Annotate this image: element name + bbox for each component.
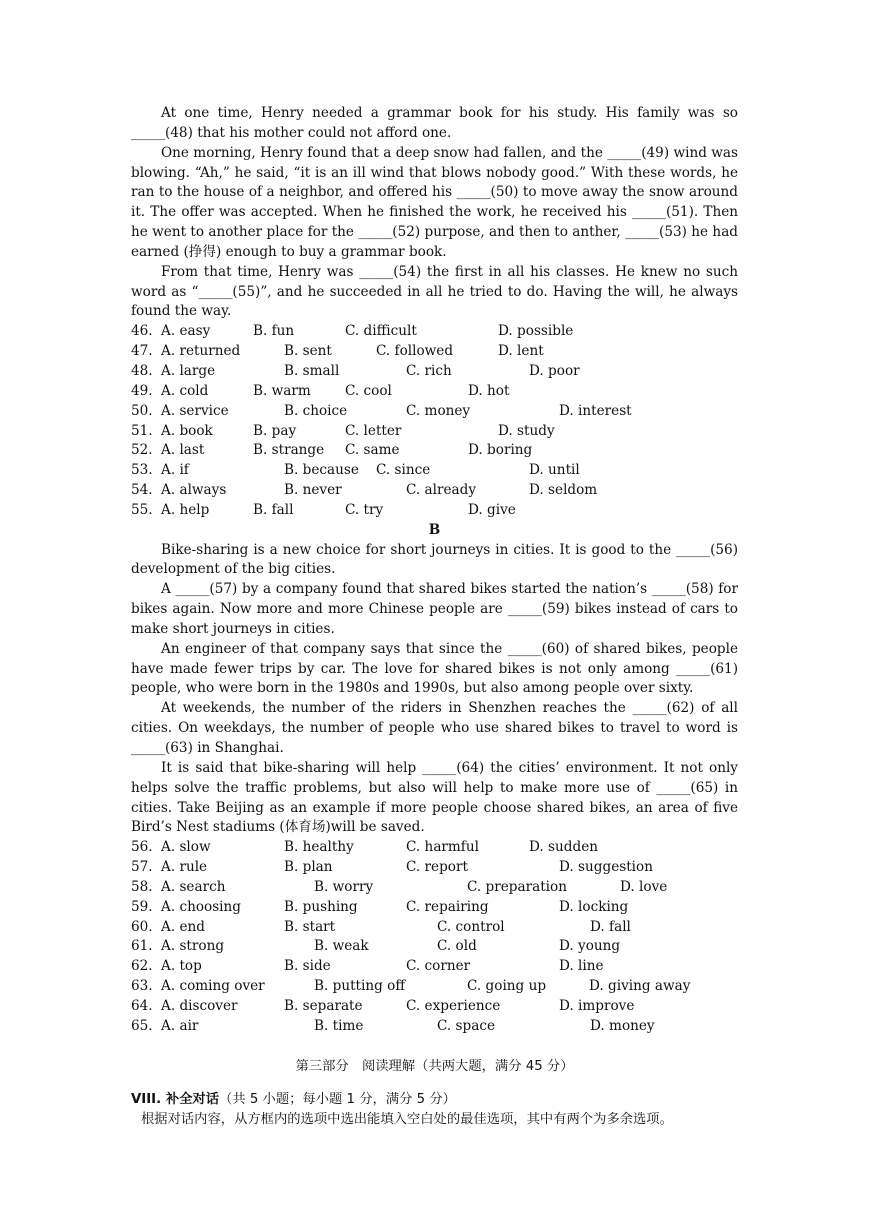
option-c: C. already — [406, 482, 477, 499]
option-d: D. possible — [498, 323, 574, 340]
option-d: D. interest — [559, 402, 632, 419]
option-d: D. fall — [590, 918, 631, 935]
option-a: A. last — [161, 442, 205, 459]
part-title: 第三部分 阅读理解（共两大题，满分 45 分） — [295, 1058, 574, 1074]
question-number: 48. — [131, 362, 153, 379]
option-c: C. cool — [345, 382, 392, 399]
option-d: D. line — [559, 958, 604, 975]
option-a: A. strong — [161, 938, 225, 955]
option-d: D. improve — [559, 997, 635, 1014]
option-d: D. lent — [498, 343, 544, 360]
passage-a-paragraph-1: At one time, Henry needed a grammar book for his study. His family was so _____(48) that his mother could not afford one. — [131, 105, 738, 141]
question-number: 62. — [131, 958, 153, 975]
question-number: 46. — [131, 323, 153, 340]
option-a: A. search — [161, 878, 226, 895]
option-row — [131, 977, 738, 997]
option-c: C. going up — [467, 978, 547, 995]
option-c: C. try — [345, 501, 384, 518]
question-number: 61. — [131, 938, 153, 955]
option-a: A. returned — [161, 343, 241, 360]
passage-b-paragraph-1: Bike-sharing is a new choice for short journeys in cities. It is good to the _____(56) development of the big cities. — [131, 541, 738, 578]
option-d: D. love — [620, 878, 668, 895]
option-c: C. harmful — [406, 839, 479, 856]
option-b: B. warm — [253, 382, 311, 399]
option-c: C. report — [406, 859, 468, 876]
question-number: 52. — [131, 442, 153, 459]
passage-a-options — [131, 322, 738, 520]
option-a: A. end — [161, 918, 205, 935]
option-b: B. choice — [284, 402, 348, 419]
option-d: D. until — [529, 462, 580, 479]
option-row — [131, 878, 738, 898]
question-number: 56. — [131, 839, 153, 856]
option-a: A. large — [161, 362, 216, 379]
question-number: 64. — [131, 997, 153, 1014]
option-c: C. repairing — [406, 898, 489, 915]
option-b: B. separate — [284, 997, 363, 1014]
question-number: 51. — [131, 422, 153, 439]
option-c: C. followed — [376, 343, 454, 360]
question-number: 59. — [131, 898, 153, 915]
section-heading — [131, 1090, 738, 1110]
option-a: A. always — [161, 482, 227, 499]
passage-a-paragraph-3: From that time, Henry was _____(54) the first in all his classes. He knew no such word as “_____(55)”, and he succeeded in all he tried to do. Having the will, he always found the way. — [131, 263, 738, 320]
option-a: A. help — [161, 501, 210, 518]
question-number: 50. — [131, 402, 153, 419]
option-d: D. poor — [529, 362, 580, 379]
option-a: A. discover — [161, 997, 238, 1014]
option-row — [131, 382, 738, 402]
question-number: 49. — [131, 382, 153, 399]
option-b: B. side — [284, 958, 331, 975]
option-a: A. top — [161, 958, 202, 975]
passage-b-paragraph-4: At weekends, the number of the riders in Shenzhen reaches the _____(62) of all cities. On weekdays, the number of people who use shared bikes to travel to word is _____(63) in Shanghai. — [131, 700, 738, 756]
option-row — [131, 402, 738, 422]
option-b: B. plan — [284, 859, 333, 876]
option-c: C. experience — [406, 997, 501, 1014]
option-row — [131, 481, 738, 501]
option-c: C. money — [406, 402, 471, 419]
option-b: B. pay — [253, 422, 297, 439]
question-number: 54. — [131, 482, 153, 499]
option-d: D. seldom — [529, 482, 598, 499]
option-d: D. money — [590, 1017, 655, 1034]
option-row — [131, 1017, 738, 1037]
option-c: C. old — [437, 938, 477, 955]
option-d: D. give — [468, 501, 516, 518]
option-b: B. worry — [314, 878, 374, 895]
passage-b-paragraph-2: A _____(57) by a company found that shared bikes started the nation’s _____(58) for bikes again. Now more and more Chinese people are _____(59) bikes instead of cars to make short journeys in cities. — [131, 581, 738, 637]
question-number: 53. — [131, 462, 153, 479]
option-row — [131, 441, 738, 461]
option-b: B. putting off — [314, 978, 405, 995]
option-d: D. boring — [468, 442, 533, 459]
option-c: C. difficult — [345, 323, 417, 340]
section-detail: （共 5 小题；每小题 1 分，满分 5 分） — [219, 1091, 456, 1107]
option-a: A. service — [161, 402, 229, 419]
question-number: 55. — [131, 501, 153, 518]
option-b: B. time — [314, 1017, 364, 1034]
option-a: A. choosing — [161, 898, 241, 915]
option-c: C. rich — [406, 362, 452, 379]
option-a: A. air — [161, 1017, 199, 1034]
question-number: 60. — [131, 918, 153, 935]
option-b: B. start — [284, 918, 336, 935]
option-b: B. fall — [253, 501, 294, 518]
option-b: B. small — [284, 362, 340, 379]
passage-b-options — [131, 838, 738, 1036]
option-row — [131, 918, 738, 938]
option-a: A. book — [161, 422, 213, 439]
option-c: C. since — [376, 462, 431, 479]
option-b: B. sent — [284, 343, 332, 360]
question-number: 65. — [131, 1017, 153, 1034]
question-number: 57. — [131, 859, 153, 876]
option-row — [131, 362, 738, 382]
option-a: A. rule — [161, 859, 208, 876]
option-c: C. letter — [345, 422, 402, 439]
passage-b-paragraph-3: An engineer of that company says that since the _____(60) of shared bikes, people have made fewer trips by car. The love for shared bikes is not only among _____(61) people, who were born in the 1980s and 1990s, but also among people over sixty. — [131, 640, 738, 697]
option-a: A. if — [161, 462, 189, 479]
option-c: C. control — [437, 918, 505, 935]
option-row — [131, 461, 738, 481]
option-d: D. sudden — [529, 839, 598, 856]
option-d: D. hot — [468, 382, 510, 399]
section-instruction: 根据对话内容，从方框内的选项中选出能填入空白处的最佳选项，其中有两个为多余选项。 — [141, 1111, 673, 1127]
section-label: VIII. 补全对话 — [131, 1091, 220, 1107]
option-b: B. healthy — [284, 839, 354, 856]
option-row — [131, 858, 738, 878]
option-a: A. slow — [161, 839, 211, 856]
option-b: B. pushing — [284, 898, 358, 915]
option-row — [131, 957, 738, 977]
option-row — [131, 342, 738, 362]
option-row — [131, 322, 738, 342]
question-number: 58. — [131, 878, 153, 895]
option-a: A. coming over — [161, 978, 265, 995]
option-d: D. locking — [559, 898, 629, 915]
passage-a-paragraph-2: One morning, Henry found that a deep snow had fallen, and the _____(49) wind was blowing. “Ah,” he said, “it is an ill wind that blows nobody good.” With these words, he ran to the house of a neighbor, and offered his _____(50) to move away the snow around it. The offer was accepted. When he finished the work, he received his _____(51). Then he went to another place for the _____(52) purpose, and then to anther, _____(53) he had earned (挣得) enough to buy a grammar book. — [131, 144, 738, 260]
question-number: 63. — [131, 978, 153, 995]
option-c: C. space — [437, 1017, 495, 1034]
option-b: B. because — [284, 462, 359, 479]
passage-b-heading: B — [428, 521, 441, 538]
option-b: B. fun — [253, 323, 295, 340]
option-b: B. never — [284, 482, 342, 499]
option-c: C. corner — [406, 958, 471, 975]
passage-b-paragraph-5: It is said that bike-sharing will help _____(64) the cities’ environment. It not only helps solve the traffic problems, but also will help to make more use of _____(65) in cities. Take Beijing as an example if more people choose shared bikes, an area of five Bird’s Nest stadiums (体育场)will be saved. — [131, 759, 738, 836]
document-page — [131, 104, 738, 1129]
option-b: B. weak — [314, 938, 369, 955]
option-row — [131, 422, 738, 442]
option-a: A. cold — [161, 382, 209, 399]
option-c: C. preparation — [467, 878, 567, 895]
option-c: C. same — [345, 442, 400, 459]
option-row — [131, 838, 738, 858]
question-number: 47. — [131, 343, 153, 360]
option-row — [131, 898, 738, 918]
option-row — [131, 937, 738, 957]
option-b: B. strange — [253, 442, 325, 459]
option-a: A. easy — [161, 323, 211, 340]
option-d: D. study — [498, 422, 555, 439]
option-d: D. giving away — [589, 978, 691, 995]
option-row — [131, 501, 738, 521]
option-row — [131, 997, 738, 1017]
option-d: D. young — [559, 938, 621, 955]
option-d: D. suggestion — [559, 859, 653, 876]
